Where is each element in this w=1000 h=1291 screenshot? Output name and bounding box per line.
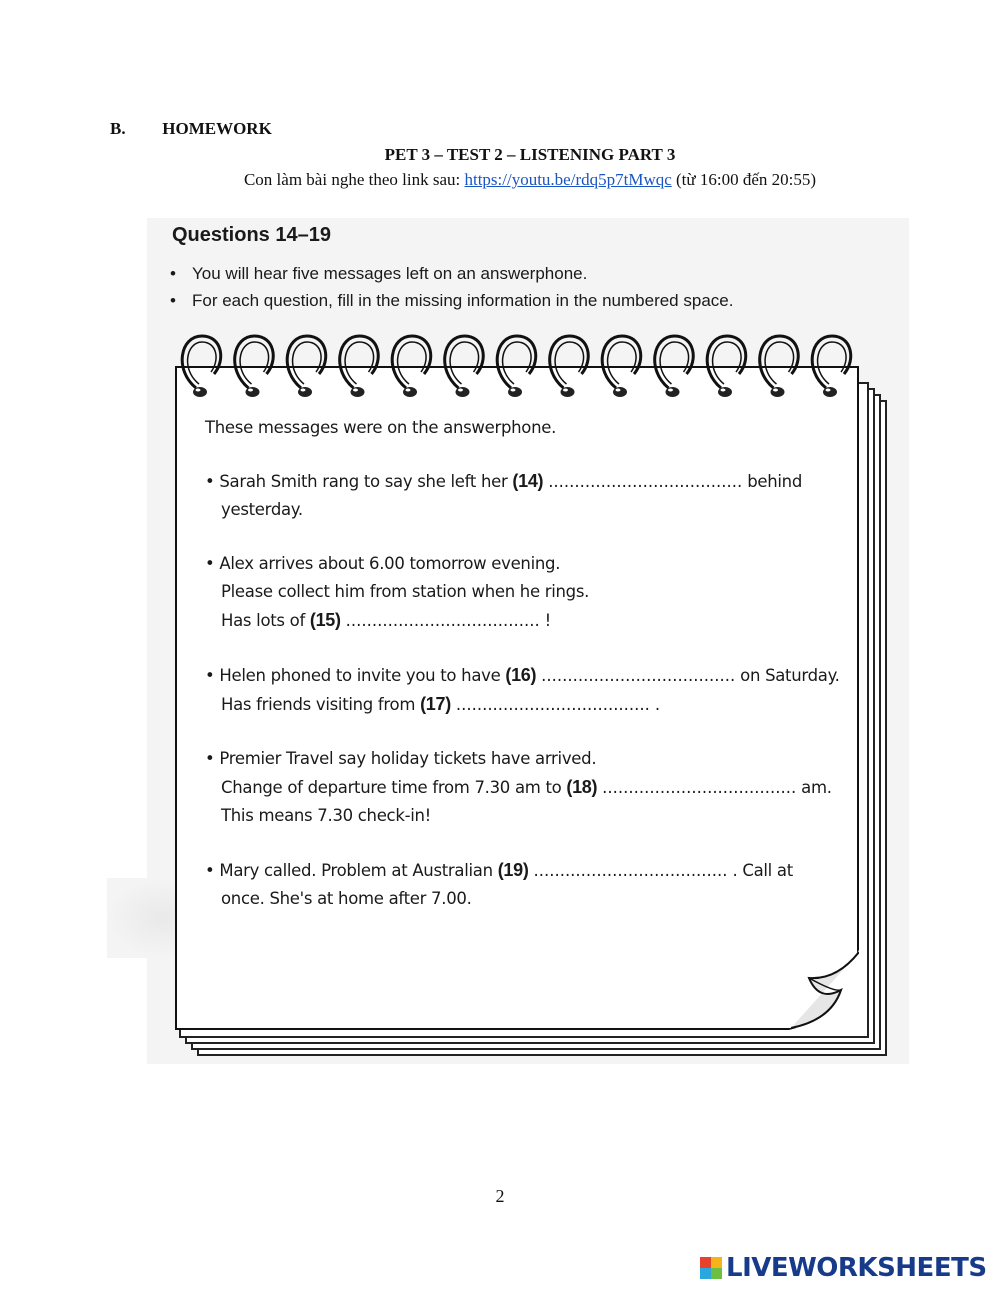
binder-ring: [602, 336, 641, 397]
message-18: • Premier Travel say holiday tickets have arrived. Change of departure time from 7.30 am to (18) ..................................... am. This means 7.30 check-in!: [205, 749, 832, 825]
instruction-prefix: Con làm bài nghe theo link sau:: [243, 170, 465, 189]
binder-ring: [550, 336, 589, 397]
binder-rings: [175, 330, 875, 410]
message-14: • Sarah Smith rang to say she left her (14) ..................................... behind yesterday.: [205, 471, 802, 519]
binder-ring: [760, 336, 799, 397]
answer-blank-17[interactable]: .....................................: [455, 695, 650, 714]
question-number: (15): [309, 610, 341, 630]
page-curl-icon: [789, 950, 859, 1030]
question-number: (18): [566, 777, 598, 797]
video-link[interactable]: https://youtu.be/rdq5p7tMwqc: [464, 170, 672, 189]
instruction-bullet: • For each question, fill in the missing information in the numbered space.: [170, 291, 734, 310]
liveworksheets-logo: [700, 1253, 987, 1283]
message-16-17: • Helen phoned to invite you to have (16) ..................................... on Saturday. Has friends visiting from (17) ..................................... .: [205, 665, 840, 714]
instruction-suffix: (từ 16:00 đến 20:55): [671, 170, 817, 189]
answer-blank-19[interactable]: .....................................: [533, 861, 728, 880]
instruction-bullet: • You will hear five messages left on an answerphone.: [170, 264, 588, 283]
question-number: (16): [505, 665, 537, 685]
question-number: (17): [420, 694, 451, 714]
binder-ring: [340, 336, 379, 397]
message-15: • Alex arrives about 6.00 tomorrow evening. Please collect him from station when he rings. Has lots of (15) ..................................... !: [205, 554, 590, 630]
page-number: 2: [495, 1186, 505, 1206]
section-label: HOMEWORK: [162, 119, 272, 138]
notebook-intro: These messages were on the answerphone.: [205, 418, 557, 437]
answer-blank-16[interactable]: .....................................: [541, 666, 736, 685]
binder-ring: [497, 336, 536, 397]
instruction: [0, 170, 1000, 190]
binder-ring: [235, 336, 274, 397]
question-number: (19): [497, 860, 529, 880]
logo-icon: [700, 1257, 722, 1279]
section-number: B.: [110, 119, 126, 138]
answer-blank-18[interactable]: .....................................: [602, 778, 797, 797]
page-title: PET 3 – TEST 2 – LISTENING PART 3: [384, 145, 676, 164]
questions-instructions: [170, 260, 733, 314]
binder-ring: [392, 336, 431, 397]
binder-ring: [287, 336, 326, 397]
exercise-image: [147, 218, 909, 1064]
binder-ring: [707, 336, 746, 397]
answer-blank-14[interactable]: .....................................: [548, 472, 743, 491]
message-19: • Mary called. Problem at Australian (19) ..................................... . Call at once. She's at home after 7.00.: [205, 860, 793, 908]
messages: [205, 418, 845, 939]
answer-blank-15[interactable]: .....................................: [345, 611, 540, 630]
binder-ring: [445, 336, 484, 397]
binder-ring: [655, 336, 694, 397]
question-number: (14): [512, 471, 544, 491]
binder-ring: [812, 336, 851, 397]
questions-title: Questions 14–19: [172, 224, 331, 246]
section-heading: [110, 119, 272, 139]
brand-name: LIVEWORKSHEETS: [726, 1253, 987, 1283]
binder-ring: [182, 336, 221, 397]
